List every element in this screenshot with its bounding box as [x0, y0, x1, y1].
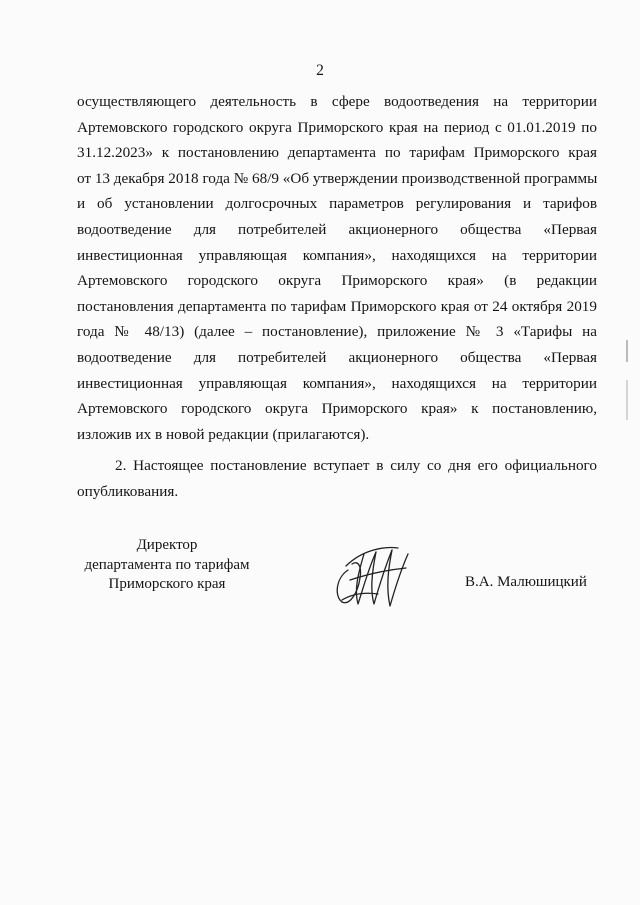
text-line: водоотведение для потребителей акционерного общества «Первая — [77, 220, 597, 238]
text-line: изложив их в новой редакции (прилагаются). — [77, 425, 370, 443]
signatory-title-line: Директор — [136, 537, 198, 553]
handwritten-signature-icon — [328, 540, 414, 612]
text-line: от 13 декабря 2018 года № 68/9 «Об утверждении производственной программы — [77, 169, 598, 187]
paragraph-2 — [77, 453, 597, 504]
text-line: водоотведение для потребителей акционерного общества «Первая — [77, 348, 597, 366]
text-line: года № 48/13) (далее – постановление), приложение № 3 «Тарифы на — [77, 323, 597, 341]
text-line: Артемовского городского округа Приморского края» (в редакции — [77, 272, 597, 290]
text-line: 31.12.2023» к постановлению департамента по тарифам Приморского края — [77, 144, 597, 162]
text-line: Артемовского городского округа Приморского края» к постановлению, — [77, 400, 597, 418]
text-line: Артемовского городского округа Приморского края на период с 01.01.2019 по — [77, 118, 597, 136]
scan-edge-mark — [626, 340, 628, 362]
signatory-title-line: Приморского края — [108, 576, 226, 592]
text-line: осуществляющего деятельность в сфере водоотведения на территории — [77, 93, 597, 110]
signatory-name: В.А. Малюшицкий — [465, 574, 587, 590]
paragraph-1 — [77, 89, 597, 447]
text-line: опубликования. — [77, 482, 179, 500]
signatory-title-line: департамента по тарифам — [84, 556, 250, 573]
text-line: и об установлении долгосрочных параметров регулирования и тарифов — [77, 195, 597, 213]
text-line: инвестиционная управляющая компания», находящихся на территории — [77, 374, 597, 392]
text-line: 2. Настоящее постановление вступает в силу со дня его официального — [115, 457, 597, 474]
signatory-title — [72, 536, 262, 595]
page-number: 2 — [316, 62, 324, 79]
text-line: постановления департамента по тарифам Приморского края от 24 октября 2019 — [77, 297, 597, 315]
text-line: инвестиционная управляющая компания», находящихся на территории — [77, 246, 597, 264]
scan-edge-mark — [626, 380, 628, 420]
